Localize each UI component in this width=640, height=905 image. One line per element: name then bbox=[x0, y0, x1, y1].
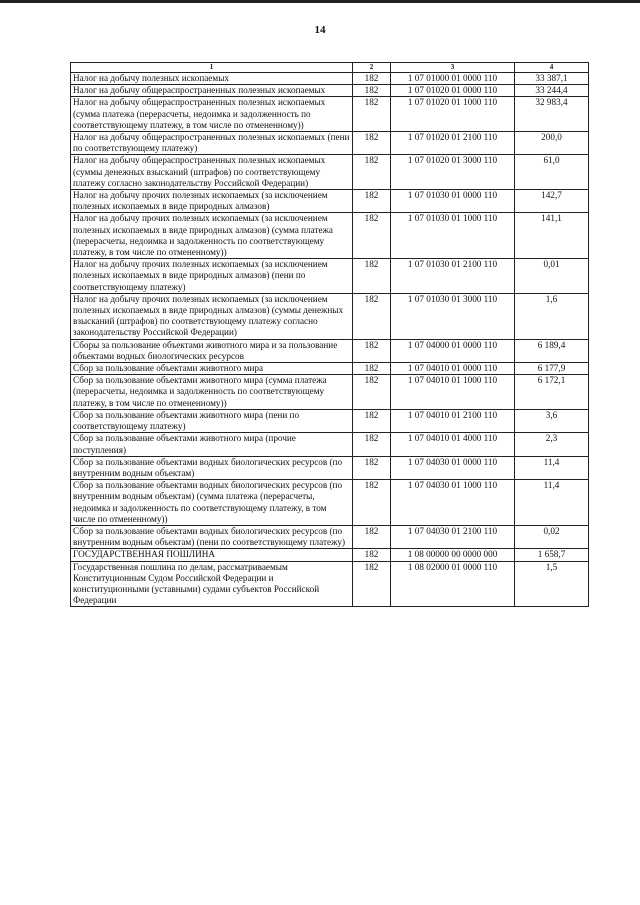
table-row bbox=[71, 85, 589, 97]
row-name-cell: Налог на добычу общераспространенных полезных ископаемых bbox=[71, 85, 353, 97]
row-kbk-cell: 1 07 01030 01 0000 110 bbox=[391, 190, 515, 213]
header-col-1: 1 bbox=[71, 63, 353, 73]
table-row bbox=[71, 132, 589, 155]
table-row bbox=[71, 213, 589, 259]
row-kbk-cell: 1 07 01030 01 2100 110 bbox=[391, 259, 515, 294]
row-value-cell: 1,6 bbox=[515, 293, 589, 339]
header-col-2: 2 bbox=[353, 63, 391, 73]
page-number: 14 bbox=[314, 24, 326, 36]
row-code-cell: 182 bbox=[353, 433, 391, 456]
table-row bbox=[71, 190, 589, 213]
header-col-4: 4 bbox=[515, 63, 589, 73]
table-row bbox=[71, 293, 589, 339]
row-value-cell: 11,4 bbox=[515, 480, 589, 526]
row-code-cell: 182 bbox=[353, 480, 391, 526]
table-row bbox=[71, 456, 589, 479]
row-kbk-cell: 1 07 04030 01 1000 110 bbox=[391, 480, 515, 526]
row-value-cell: 0,01 bbox=[515, 259, 589, 294]
row-name-cell: Налог на добычу общераспространенных полезных ископаемых (сумма платежа (перерасчеты, недоимка и задолженность по соответствующему платежу, в том числе по отмененному)) bbox=[71, 97, 353, 132]
table-body bbox=[71, 73, 589, 607]
row-name-cell: Сбор за пользование объектами животного мира bbox=[71, 363, 353, 375]
row-value-cell: 33 387,1 bbox=[515, 73, 589, 85]
row-name-cell: Сбор за пользование объектами водных биологических ресурсов (по внутренним водным объектам) (пени по соответствующему платежу) bbox=[71, 525, 353, 548]
row-kbk-cell: 1 07 01030 01 1000 110 bbox=[391, 213, 515, 259]
row-code-cell: 182 bbox=[353, 85, 391, 97]
row-code-cell: 182 bbox=[353, 561, 391, 607]
row-code-cell: 182 bbox=[353, 97, 391, 132]
row-kbk-cell: 1 07 04010 01 1000 110 bbox=[391, 375, 515, 410]
row-kbk-cell: 1 08 00000 00 0000 000 bbox=[391, 549, 515, 561]
row-name-cell: ГОСУДАРСТВЕННАЯ ПОШЛИНА bbox=[71, 549, 353, 561]
row-value-cell: 32 983,4 bbox=[515, 97, 589, 132]
row-code-cell: 182 bbox=[353, 549, 391, 561]
table-row bbox=[71, 561, 589, 607]
row-kbk-cell: 1 07 01000 01 0000 110 bbox=[391, 73, 515, 85]
row-value-cell: 6 177,9 bbox=[515, 363, 589, 375]
row-name-cell: Налог на добычу прочих полезных ископаемых (за исключением полезных ископаемых в виде природных алмазов) (пени по соответствующему платежу) bbox=[71, 259, 353, 294]
row-value-cell: 1 658,7 bbox=[515, 549, 589, 561]
row-kbk-cell: 1 07 01020 01 0000 110 bbox=[391, 85, 515, 97]
table-row bbox=[71, 549, 589, 561]
row-kbk-cell: 1 07 04010 01 0000 110 bbox=[391, 363, 515, 375]
table-row bbox=[71, 97, 589, 132]
row-code-cell: 182 bbox=[353, 456, 391, 479]
header-col-3: 3 bbox=[391, 63, 515, 73]
row-kbk-cell: 1 08 02000 01 0000 110 bbox=[391, 561, 515, 607]
row-kbk-cell: 1 07 01020 01 3000 110 bbox=[391, 155, 515, 190]
row-name-cell: Сбор за пользование объектами животного мира (прочие поступления) bbox=[71, 433, 353, 456]
table-row bbox=[71, 155, 589, 190]
row-value-cell: 0,02 bbox=[515, 525, 589, 548]
row-kbk-cell: 1 07 04030 01 0000 110 bbox=[391, 456, 515, 479]
row-kbk-cell: 1 07 04010 01 2100 110 bbox=[391, 409, 515, 432]
row-name-cell: Налог на добычу полезных ископаемых bbox=[71, 73, 353, 85]
row-value-cell: 11,4 bbox=[515, 456, 589, 479]
row-code-cell: 182 bbox=[353, 132, 391, 155]
row-value-cell: 6 189,4 bbox=[515, 339, 589, 362]
table-row bbox=[71, 259, 589, 294]
row-kbk-cell: 1 07 04000 01 0000 110 bbox=[391, 339, 515, 362]
row-code-cell: 182 bbox=[353, 525, 391, 548]
table-row bbox=[71, 525, 589, 548]
row-name-cell: Сбор за пользование объектами животного мира (сумма платежа (перерасчеты, недоимка и задолженность по соответствующему платежу, в том числе по отмененному)) bbox=[71, 375, 353, 410]
table-row bbox=[71, 480, 589, 526]
budget-table bbox=[70, 62, 589, 607]
row-value-cell: 141,1 bbox=[515, 213, 589, 259]
row-kbk-cell: 1 07 01030 01 3000 110 bbox=[391, 293, 515, 339]
row-code-cell: 182 bbox=[353, 213, 391, 259]
row-code-cell: 182 bbox=[353, 73, 391, 85]
table-row bbox=[71, 73, 589, 85]
row-name-cell: Налог на добычу общераспространенных полезных ископаемых (суммы денежных взысканий (штрафов) по соответствующему платежу согласно законодательству Российской Федерации) bbox=[71, 155, 353, 190]
row-code-cell: 182 bbox=[353, 339, 391, 362]
row-name-cell: Налог на добычу прочих полезных ископаемых (за исключением полезных ископаемых в виде природных алмазов) (суммы денежных взысканий (штрафов) по соответствующему платежу согласно законодательству Российской Федерации) bbox=[71, 293, 353, 339]
table-row bbox=[71, 375, 589, 410]
table-header-row bbox=[71, 63, 589, 73]
row-name-cell: Сбор за пользование объектами водных биологических ресурсов (по внутренним водным объектам) (сумма платежа (перерасчеты, недоимка и задолженность по соответствующему платежу, в том числе по отмененному)) bbox=[71, 480, 353, 526]
row-value-cell: 6 172,1 bbox=[515, 375, 589, 410]
row-code-cell: 182 bbox=[353, 409, 391, 432]
table-row bbox=[71, 409, 589, 432]
table-row bbox=[71, 339, 589, 362]
row-value-cell: 33 244,4 bbox=[515, 85, 589, 97]
row-name-cell: Государственная пошлина по делам, рассматриваемым Конституционным Судом Российской Федерации и конституционными (уставными) судами субъектов Российской Федерации bbox=[71, 561, 353, 607]
row-kbk-cell: 1 07 01020 01 2100 110 bbox=[391, 132, 515, 155]
row-name-cell: Налог на добычу прочих полезных ископаемых (за исключением полезных ископаемых в виде природных алмазов) bbox=[71, 190, 353, 213]
row-code-cell: 182 bbox=[353, 190, 391, 213]
row-code-cell: 182 bbox=[353, 375, 391, 410]
table-row bbox=[71, 363, 589, 375]
table-row bbox=[71, 433, 589, 456]
row-name-cell: Налог на добычу общераспространенных полезных ископаемых (пени по соответствующему платежу) bbox=[71, 132, 353, 155]
row-value-cell: 1,5 bbox=[515, 561, 589, 607]
row-kbk-cell: 1 07 04030 01 2100 110 bbox=[391, 525, 515, 548]
row-kbk-cell: 1 07 01020 01 1000 110 bbox=[391, 97, 515, 132]
row-name-cell: Сборы за пользование объектами животного мира и за пользование объектами водных биологических ресурсов bbox=[71, 339, 353, 362]
row-value-cell: 142,7 bbox=[515, 190, 589, 213]
row-name-cell: Налог на добычу прочих полезных ископаемых (за исключением полезных ископаемых в виде природных алмазов) (сумма платежа (перерасчеты, недоимка и задолженность по соответствующему платежу, в том числе по отмененному)) bbox=[71, 213, 353, 259]
row-value-cell: 200,0 bbox=[515, 132, 589, 155]
row-value-cell: 2,3 bbox=[515, 433, 589, 456]
row-value-cell: 3,6 bbox=[515, 409, 589, 432]
row-name-cell: Сбор за пользование объектами водных биологических ресурсов (по внутренним водным объектам) bbox=[71, 456, 353, 479]
row-code-cell: 182 bbox=[353, 363, 391, 375]
row-code-cell: 182 bbox=[353, 155, 391, 190]
row-kbk-cell: 1 07 04010 01 4000 110 bbox=[391, 433, 515, 456]
top-rule bbox=[0, 0, 640, 3]
row-name-cell: Сбор за пользование объектами животного мира (пени по соответствующему платежу) bbox=[71, 409, 353, 432]
row-value-cell: 61,0 bbox=[515, 155, 589, 190]
row-code-cell: 182 bbox=[353, 293, 391, 339]
row-code-cell: 182 bbox=[353, 259, 391, 294]
